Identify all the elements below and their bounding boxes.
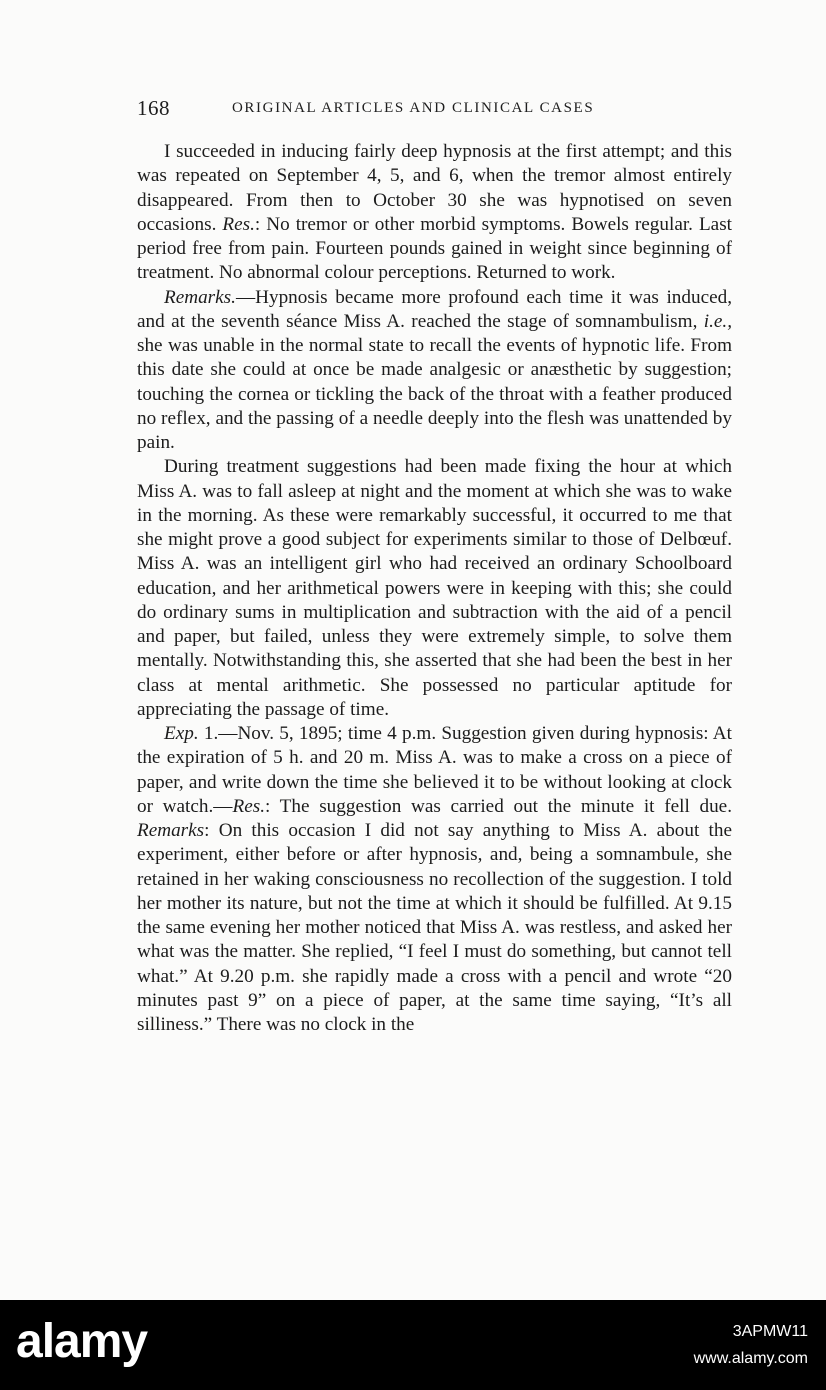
alamy-logo: alamy	[16, 1315, 148, 1368]
res-label: Res.	[222, 213, 255, 235]
watermark-bar	[0, 1300, 826, 1390]
ie-abbrev: i.e.,	[703, 310, 733, 332]
image-id: 3APMW11	[732, 1323, 808, 1340]
remarks-label: Remarks.	[164, 286, 236, 308]
paragraph-4: Exp. 1.—Nov. 5, 1895; time 4 p.m. Suggestion given during hypnosis: At the expiration of 5 h. and 20 m. Miss A. was to make a cross on a piece of paper, and write down the time she believed it to be without looking at clock or watch.—Res.: The suggestion was carried out the minute it fell due. Remarks: On this occasion I did not say anything to Miss A. about the experiment, either before or after hypnosis, and, being a somnambule, she retained in her waking consciousness no recollection of the suggestion. I told her mother its nature, but not the time at which it should be fulfilled. At 9.15 the same evening her mother noticed that Miss A. was restless, and asked her what was the matter. She replied, “I feel I must do something, but cannot tell what.” At 9.20 p.m. she rapidly made a cross with a pencil and wrote “20 minutes past 9” on a piece of paper, at the same time saying, “It’s all silliness.” There was no clock in the	[137, 723, 732, 1035]
page-header	[137, 96, 737, 126]
running-title: ORIGINAL ARTICLES AND CLINICAL CASES	[232, 100, 595, 116]
paragraph-2: Remarks.—Hypnosis became more profound each time it was induced, and at the seventh séance Miss A. reached the stage of somnambulism, i.e., she was unable in the normal state to recall the events of hypnotic life. From this date she could at once be made analgesic or anæsthetic by suggestion; touching the cornea or tickling the back of the throat with a feather produced no reflex, and the passing of a needle deeply into the flesh was unattended by pain.	[137, 286, 733, 453]
res-label-2: Res.	[232, 795, 265, 817]
remarks-label-2: Remarks	[137, 820, 205, 841]
paragraph-3: During treatment suggestions had been made fixing the hour at which Miss A. was to fall asleep at night and the moment at which she was to wake in the morning. As these were remarkably successful, it occurred to me that she might prove a good subject for experiments similar to those of Delbœuf. Miss A. was an intelligent girl who had received an ordinary Schoolboard education, and her arithmetical powers were in keeping with this; she could do ordinary sums in multiplication and subtraction with the aid of a pencil and paper, but failed, unless they were extremely simple, to solve them mentally. Notwithstanding this, she asserted that she had been the best in her class at mental arithmetic. She possessed no particular aptitude for appreciating the passage of time.	[137, 456, 732, 720]
exp-label: Exp.	[164, 723, 199, 744]
paragraph-1: I succeeded in inducing fairly deep hypnosis at the first attempt; and this was repeated on September 4, 5, and 6, when the tremor almost entirely disappeared. From then to October 30 she was hypnotised on seven occasions. Res.: No tremor or other morbid symptoms. Bowels regular. Last period free from pain. Fourteen pounds gained in weight since beginning of treatment. No abnormal colour perceptions. Returned to work.	[137, 141, 732, 284]
page-number: 168	[137, 96, 170, 120]
site-url: www.alamy.com	[693, 1350, 808, 1367]
body-text	[137, 140, 732, 1037]
